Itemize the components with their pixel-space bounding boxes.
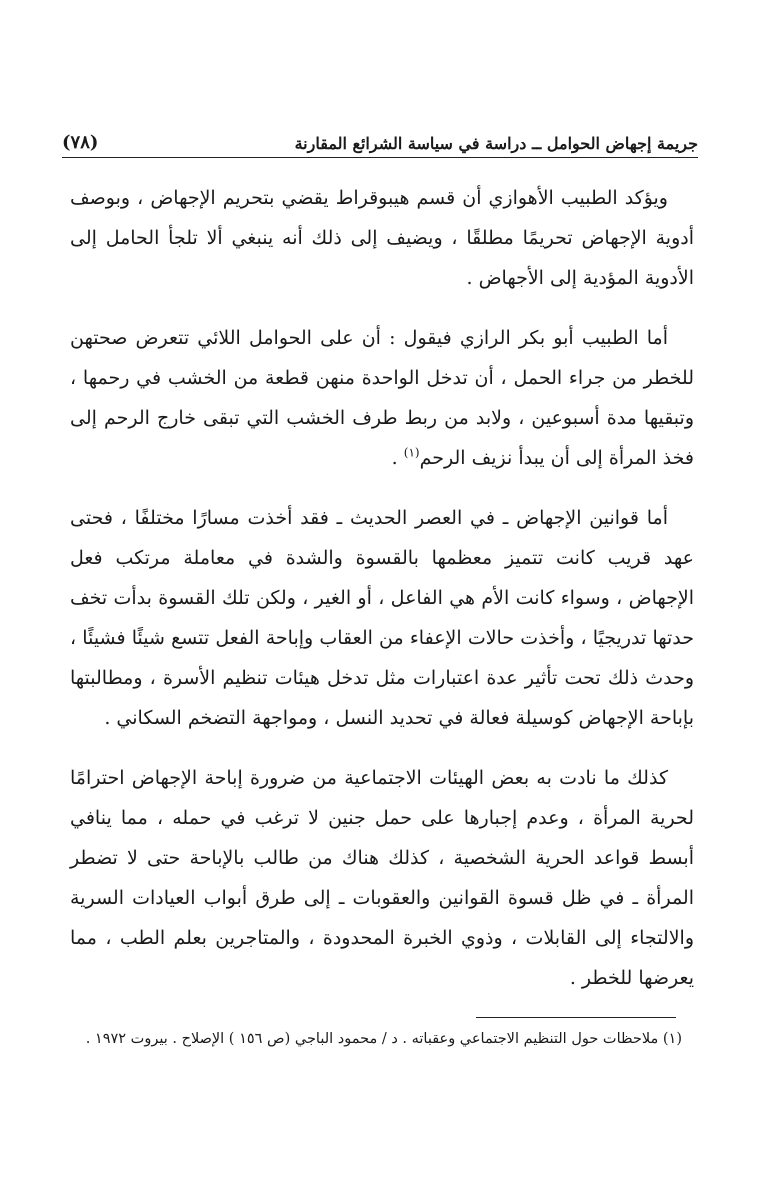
paragraph-razi <box>70 318 694 478</box>
footnote: (١) ملاحظات حول التنظيم الاجتماعي وعقباته . د / محمود الباجي (ص ١٥٦ ) الإصلاح . بيروت ١٩٧٢ . <box>85 1031 682 1047</box>
paragraph-razi-closing: . <box>391 447 404 469</box>
paragraph-razi-text: أما الطبيب أبو بكر الرازي فيقول : أن على الحوامل اللائي تتعرض صحتهن للخطر من جراء الحمل ، أن تدخل الواحدة منهن قطعة من الخشب في رحمها ، وتبقيها مدة أسبوعين ، ولابد من ربط طرف الخشب التي تبقى خارج الرحم إلى فخذ المرأة إلى أن يبدأ نزيف الرحم <box>70 327 694 469</box>
header-title: جريمة إجهاض الحوامل ــ دراسة في سياسة الشرائع المقارنة <box>294 134 698 153</box>
body-text <box>70 178 694 998</box>
paragraph-modern-laws: أما قوانين الإجهاض ـ في العصر الحديث ـ فقد أخذت مسارًا مختلفًا ، فحتى عهد قريب كانت تتميز معظمها بالقسوة والشدة في معاملة مرتكب فعل الإجهاض ، وسواء كانت الأم هي الفاعل ، أو الغير ، ولكن تلك القسوة بدأت تخف حدتها تدريجيًا ، وأخذت حالات الإعفاء من العقاب وإباحة الفعل تتسع شيئًا فشيئًا ، وحدث ذلك تحت تأثير عدة اعتبارات مثل تدخل هيئات تنظيم الأسرة ، ومطالبتها بإباحة الإجهاض كوسيلة فعالة في تحديد النسل ، ومواجهة التضخم السكاني . <box>70 507 694 729</box>
running-header <box>62 124 698 158</box>
paragraph-social-bodies: كذلك ما نادت به بعض الهيئات الاجتماعية من ضرورة إباحة الإجهاض احترامًا لحرية المرأة ، وعدم إجبارها على حمل جنين لا ترغب في حمله ، مما ينافي أبسط قواعد الحرية الشخصية ، كذلك هناك من طالب بالإباحة حتى لا تضطر المرأة ـ في ظل قسوة القوانين والعقوبات ـ إلى طرق أبواب العيادات السرية والالتجاء إلى القابلات ، وذوي الخبرة المحدودة ، والمتاجرين بعلم الطب ، مما يعرضها للخطر . <box>70 767 694 989</box>
paragraph-ahwazi: ويؤكد الطبيب الأهوازي أن قسم هيبوقراط يقضي بتحريم الإجهاض ، وبوصف أدوية الإجهاض تحريمًا مطلقًا ، ويضيف إلى ذلك أنه ينبغي ألا تلجأ الحامل إلى الأدوية المؤدية إلى الأجهاض . <box>70 187 694 289</box>
footnote-reference: (١) <box>403 445 420 460</box>
footnote-divider <box>476 1017 676 1018</box>
page-number: (٧٨) <box>62 132 99 153</box>
